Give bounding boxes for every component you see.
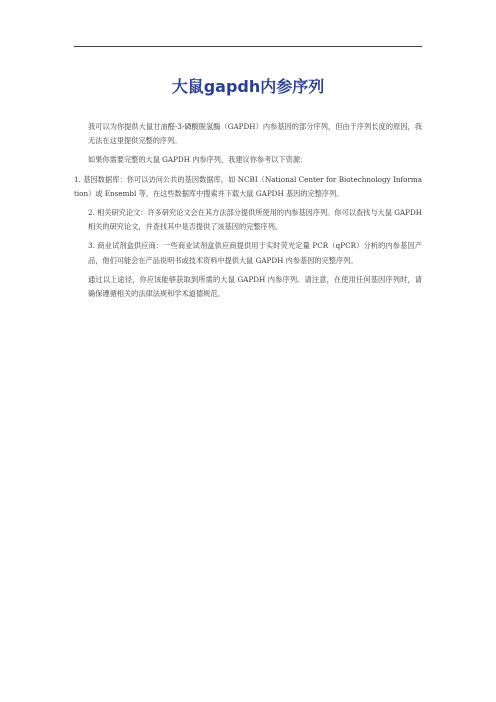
document-body <box>74 120 422 306</box>
paragraph-conclusion: 通过以上途径，你应该能够获取到所需的大鼠 GAPDH 内参序列。请注意，在使用任何基因序列时，请确保遵循相关的法律法规和学术道德规范。 <box>88 274 422 299</box>
paragraph-intro: 我可以为你提供大鼠甘油醛-3-磷酸脱氢酶（GAPDH）内参基因的部分序列，但由于序列长度的原因，我无法在这里提供完整的序列。 <box>88 122 422 146</box>
paragraph-item-1: 1. 基因数据库：你可以访问公共的基因数据库，如 NCBI（National Center for Biotechnology Information）或 Ensembl 等，在这些数据库中搜索并下载大鼠 GAPDH 基因的完整序列。 <box>74 174 422 198</box>
paragraph-item-3: 3. 商业试剂盒供应商：一些商业试剂盒供应商提供用于实时荧光定量 PCR（qPCR）分析的内参基因产品，他们可能会在产品说明书或技术资料中提供大鼠 GAPDH 内参基因的完整序列。 <box>88 241 422 265</box>
paragraph-suggestion: 如果你需要完整的大鼠 GAPDH 内参序列，我建议你参考以下资源： <box>88 155 308 165</box>
paragraph-item-2: 2. 相关研究论文：许多研究论文会在其方法部分提供所使用的内参基因序列。你可以查找与大鼠 GAPDH 相关的研究论文，并查找其中是否提供了该基因的完整序列。 <box>88 208 422 232</box>
document-title: 大鼠gapdh内参序列 <box>171 77 325 96</box>
header-rule <box>74 46 422 47</box>
